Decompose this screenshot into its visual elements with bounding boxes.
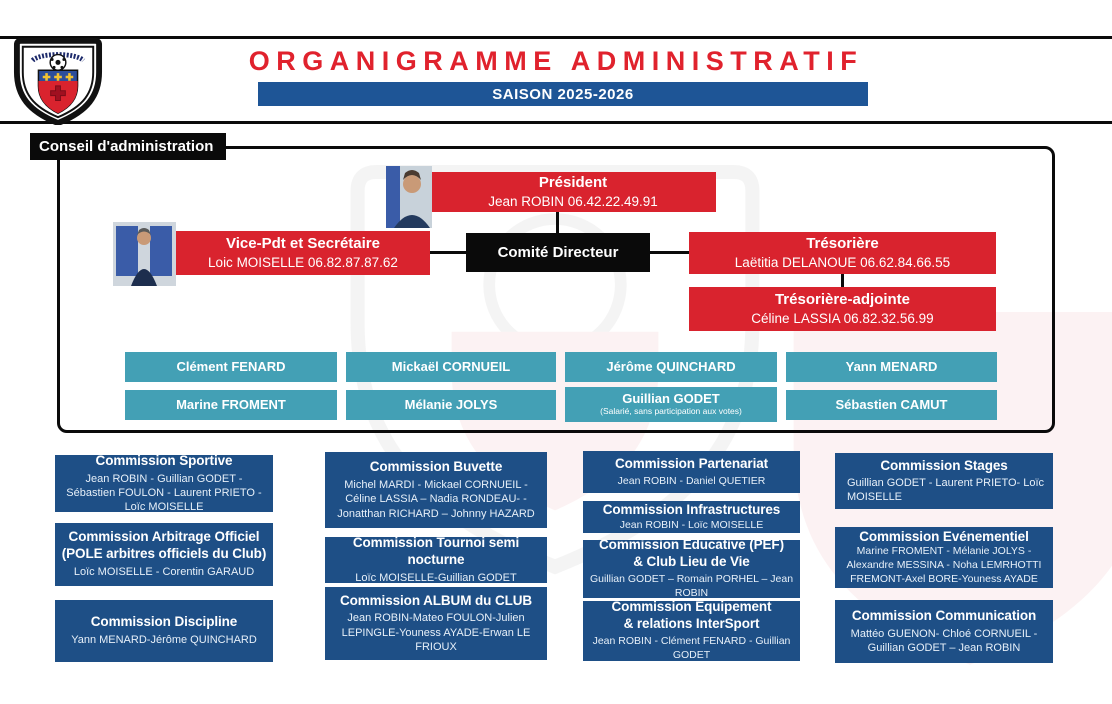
page-title: ORGANIGRAMME ADMINISTRATIF [248, 46, 864, 76]
tresoriere-role: Trésorière [806, 234, 879, 252]
board-label-text: Conseil d'administration [39, 138, 214, 155]
commission-buvette-box [325, 452, 547, 528]
vice-role: Vice-Pdt et Secrétaire [226, 234, 380, 252]
connector-president-comite [556, 212, 559, 234]
vice-president-photo [113, 222, 176, 286]
commission-equipement-box [583, 601, 800, 661]
commission-title-line2: (POLE arbitres officiels du Club) [61, 546, 267, 562]
commission-title: Commission Discipline [90, 614, 238, 630]
commission-album-box [325, 587, 547, 660]
commission-title: Commission ALBUM du CLUB [339, 592, 533, 608]
commission-title: Commission Buvette [369, 459, 503, 475]
member-name: Jérôme QUINCHARD [606, 358, 736, 374]
president-info: Jean ROBIN 06.42.22.49.91 [488, 194, 658, 210]
tresoriere-adjointe-info: Céline LASSIA 06.82.32.56.99 [751, 311, 934, 327]
tresoriere-box [689, 232, 996, 274]
commission-title-line2: & Club Lieu de Vie [633, 554, 750, 570]
comite-directeur-box [466, 233, 650, 272]
connector-comite-tresoriere [650, 251, 691, 254]
vice-president-box [176, 231, 430, 275]
commission-members: Jean ROBIN - Daniel QUETIER [617, 474, 766, 487]
commission-discipline-box [55, 600, 273, 662]
tresoriere-adjointe-role: Trésorière-adjointe [774, 290, 911, 308]
member-name: Yann MENARD [845, 358, 938, 374]
commission-members: Jean ROBIN - Clément FENARD - Guillian GODET [592, 635, 791, 661]
board-member-box [125, 390, 337, 420]
commission-members: Guillian GODET – Romain PORHEL – Jean ROBIN [589, 573, 794, 599]
member-name: Sébastien CAMUT [835, 396, 948, 412]
header-top-rule [0, 36, 1112, 39]
commission-educative-box [583, 537, 800, 599]
member-name: Clément FENARD [176, 358, 286, 374]
commission-infrastructures-box [583, 501, 800, 533]
commission-members: Guillian GODET - Laurent PRIETO- Loïc MOISELLE [847, 476, 1045, 503]
board-member-box [786, 352, 997, 382]
president-photo [386, 166, 432, 228]
tresoriere-adjointe-box [689, 287, 996, 331]
board-member-box [346, 352, 556, 382]
member-note: (Salarié, sans participation aux votes) [600, 406, 742, 417]
commission-members: Mattéo GUENON- Chloé CORNUEIL - Guillian GODET – Jean ROBIN [850, 627, 1038, 654]
header-bottom-rule [0, 121, 1112, 124]
board-member-box [565, 387, 777, 422]
commission-members: Marine FROMENT - Mélanie JOLYS - Alexandre MESSINA - Noha LEMRHOTTI FREMONT-Axel BORE-Youness AYADE [846, 545, 1042, 585]
commission-members: Jean ROBIN - Loïc MOISELLE [619, 518, 764, 531]
president-role: Président [538, 173, 608, 191]
commission-title: Commission Partenariat [614, 455, 769, 471]
commission-title: Commission Educative (PEF) [599, 537, 784, 553]
board-label [30, 133, 226, 160]
comite-directeur-label: Comité Directeur [497, 244, 619, 261]
season-banner [258, 82, 868, 106]
board-member-box [786, 390, 997, 420]
commission-title: Commission Communication [851, 607, 1037, 623]
board-member-box [565, 352, 777, 382]
vice-info: Loic MOISELLE 06.82.87.87.62 [208, 255, 398, 271]
commission-title: Commission Equipement [611, 599, 772, 615]
president-box [430, 172, 716, 212]
commission-members: Jean ROBIN-Mateo FOULON-Julien LEPINGLE-Youness AYADE-Erwan LE FRIOUX [341, 612, 531, 654]
commission-title: Commission Arbitrage Officiel [68, 529, 260, 545]
commission-partenariat-box [583, 451, 800, 493]
commission-members: Jean ROBIN - Guillian GODET - Sébastien FOULON - Laurent PRIETO - Loïc MOISELLE [66, 472, 262, 514]
commission-members: Michel MARDI - Mickael CORNUEIL - Céline LASSIA – Nadia RONDEAU- - Jonatthan RICHARD – Johnny HAZARD [337, 478, 535, 520]
commission-title: Commission Evénementiel [859, 528, 1029, 544]
commission-evenementiel-box [835, 527, 1053, 588]
commission-sportive-box [55, 452, 273, 514]
member-name: Mélanie JOLYS [404, 396, 498, 412]
connector-vice-comite [430, 251, 468, 254]
commission-members: Loïc MOISELLE - Corentin GARAUD [73, 566, 255, 579]
member-name: Marine FROMENT [176, 396, 286, 412]
board-member-box [125, 352, 337, 382]
commission-members: Yann MENARD-Jérôme QUINCHARD [71, 634, 257, 647]
commission-communication-box [835, 600, 1053, 663]
tresoriere-info: Laëtitia DELANOUE 06.62.84.66.55 [734, 255, 951, 271]
commission-title: Commission Stages [880, 457, 1008, 473]
commission-title: Commission Infrastructures [602, 501, 781, 517]
commission-tournoi-box [325, 534, 547, 584]
club-logo [8, 35, 108, 125]
commission-members: Loïc MOISELLE-Guillian GODET [355, 571, 517, 584]
commission-title: Commission Tournoi semi nocturne [352, 534, 520, 567]
commission-arbitrage-box [55, 523, 273, 586]
commission-title: Commission Sportive [95, 452, 233, 468]
board-member-box [346, 390, 556, 420]
member-name: Guillian GODET [622, 391, 720, 407]
season-label: SAISON 2025-2026 [492, 85, 634, 103]
commission-stages-box [835, 453, 1053, 509]
member-name: Mickaël CORNUEIL [391, 358, 511, 374]
commission-title-line2: & relations InterSport [623, 616, 760, 632]
connector-tresoriere-adjointe [841, 273, 844, 288]
